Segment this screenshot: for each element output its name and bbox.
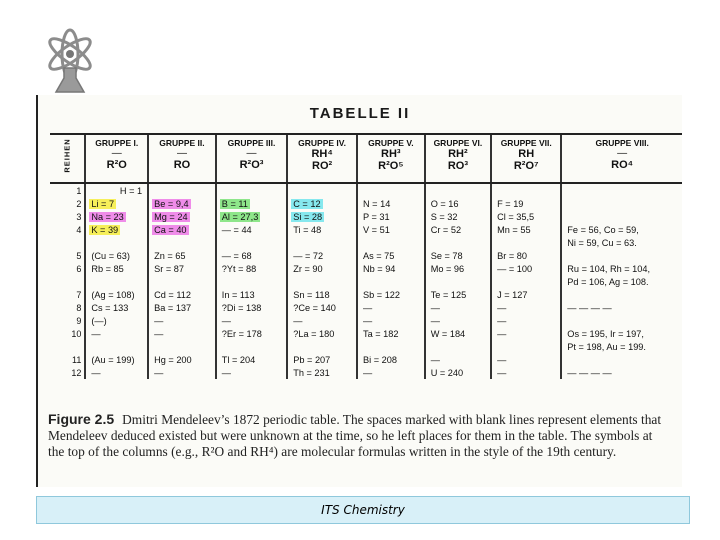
element-entry: — <box>430 302 440 313</box>
element-cell <box>287 183 357 197</box>
element-entry: Cr = 52 <box>430 224 462 235</box>
group-name: GRUPPE IV. <box>298 138 347 148</box>
element-entry: — <box>362 315 373 326</box>
element-cell <box>357 314 425 327</box>
row-number: 7 <box>76 289 82 300</box>
element-cell <box>216 366 287 379</box>
element-cell <box>287 197 357 210</box>
element-entry: — <box>154 367 164 378</box>
element-cell <box>148 327 216 340</box>
element-cell <box>85 223 148 236</box>
element-entry: S = 32 <box>430 211 458 222</box>
element-cell <box>216 249 287 262</box>
group-hydride-formula: RH⁴ <box>311 148 333 160</box>
table-row <box>50 183 682 197</box>
element-entry: — <box>362 302 373 313</box>
element-cell <box>85 301 148 314</box>
element-entry: Pd = 106, Ag = 108. <box>567 276 649 287</box>
element-cell <box>357 183 425 197</box>
group-hydride-formula: RH <box>518 148 535 160</box>
element-entry: — — — — <box>567 302 612 313</box>
group-hydride-formula: — <box>176 148 187 159</box>
element-cell <box>148 183 216 197</box>
element-entry: Sn = 118 <box>293 289 330 300</box>
group-hydride-formula: — <box>617 148 628 159</box>
group-oxide-formula: R²O³ <box>239 159 264 171</box>
element-entry: — <box>91 367 101 378</box>
element-entry: — = 100 <box>497 263 533 274</box>
element-entry: — — — — <box>567 367 612 378</box>
row-number <box>50 236 85 249</box>
element-cell <box>425 236 491 249</box>
group-oxide-formula: RO² <box>312 160 333 172</box>
element-cell <box>357 275 425 288</box>
element-entry: — = 72 <box>293 250 324 261</box>
element-cell <box>561 223 682 236</box>
element-cell <box>561 197 682 210</box>
element-cell <box>357 197 425 210</box>
element-entry: Sr = 87 <box>154 263 184 274</box>
element-cell <box>357 249 425 262</box>
table-row <box>50 197 682 210</box>
element-cell <box>287 353 357 366</box>
element-entry: Sb = 122 <box>362 289 401 300</box>
element-entry: Ca = 40 <box>154 224 187 235</box>
element-cell <box>561 236 682 249</box>
element-entry: As = 75 <box>362 250 395 261</box>
element-entry: Rb = 85 <box>91 263 124 274</box>
element-cell <box>287 301 357 314</box>
group-oxide-formula: R²O⁷ <box>513 160 539 172</box>
group-oxide-formula: RO <box>173 159 191 171</box>
element-cell <box>491 301 561 314</box>
element-entry: — <box>430 315 440 326</box>
element-cell <box>561 301 682 314</box>
row-number: 12 <box>71 367 82 378</box>
element-entry: Te = 125 <box>430 289 467 300</box>
group-oxide-formula: RO⁴ <box>611 159 634 171</box>
table-row <box>50 275 682 288</box>
element-entry: Pb = 207 <box>293 354 331 365</box>
element-entry: Hg = 200 <box>154 354 192 365</box>
element-entry: Cd = 112 <box>154 289 191 300</box>
element-cell <box>425 288 491 301</box>
element-entry: Ru = 104, Rh = 104, <box>567 263 651 274</box>
row-number: 8 <box>76 302 82 313</box>
footer-text: ITS Chemistry <box>321 503 405 517</box>
element-cell <box>425 262 491 275</box>
element-entry: Zn = 65 <box>154 250 186 261</box>
element-entry: F = 19 <box>497 198 524 209</box>
element-entry: ?Di = 138 <box>221 302 262 313</box>
element-cell <box>216 314 287 327</box>
element-cell <box>561 353 682 366</box>
element-cell <box>357 366 425 379</box>
element-cell <box>148 353 216 366</box>
group-hydride-formula: RH³ <box>381 148 401 160</box>
row-number: 5 <box>76 250 82 261</box>
element-cell <box>425 197 491 210</box>
element-cell <box>148 249 216 262</box>
element-entry: Os = 195, Ir = 197, <box>567 328 644 339</box>
element-cell <box>561 183 682 197</box>
element-cell <box>425 314 491 327</box>
group-oxide-formula: R²O <box>106 159 127 171</box>
element-entry: H = 1 <box>119 185 143 196</box>
element-cell <box>425 223 491 236</box>
element-cell <box>148 314 216 327</box>
element-entry: — <box>154 328 164 339</box>
element-cell <box>357 327 425 340</box>
textbook-figure-scan <box>36 95 682 487</box>
element-cell <box>491 249 561 262</box>
element-cell <box>216 236 287 249</box>
atom-flask-icon <box>40 28 100 96</box>
element-entry: Th = 231 <box>293 367 330 378</box>
element-cell <box>491 288 561 301</box>
element-cell <box>561 314 682 327</box>
table-row <box>50 327 682 340</box>
element-entry: Br = 80 <box>497 250 527 261</box>
element-entry: — <box>497 328 507 339</box>
element-cell <box>425 301 491 314</box>
element-entry: Pt = 198, Au = 199. <box>567 341 646 352</box>
element-entry: B = 11 <box>221 198 248 209</box>
element-entry: — <box>497 354 507 365</box>
row-number <box>50 275 85 288</box>
element-cell <box>287 340 357 353</box>
element-cell <box>216 301 287 314</box>
element-entry: Mg = 24 <box>154 211 188 222</box>
table-row <box>50 210 682 223</box>
element-entry: — <box>362 367 373 378</box>
element-cell <box>216 210 287 223</box>
element-entry: (Au = 199) <box>91 354 135 365</box>
table-row <box>50 353 682 366</box>
element-cell <box>85 353 148 366</box>
table-row <box>50 366 682 379</box>
element-entry: Na = 23 <box>91 211 124 222</box>
element-entry: Cl = 35,5 <box>497 211 535 222</box>
element-cell <box>287 288 357 301</box>
element-cell <box>148 223 216 236</box>
footer-banner <box>36 496 690 524</box>
element-entry: P = 31 <box>362 211 390 222</box>
row-number: 6 <box>76 263 82 274</box>
element-cell <box>561 340 682 353</box>
element-cell <box>287 366 357 379</box>
element-entry: — <box>91 328 101 339</box>
element-cell <box>287 262 357 275</box>
table-row <box>50 236 682 249</box>
element-entry: (Ag = 108) <box>91 289 135 300</box>
element-entry: — = 44 <box>221 224 252 235</box>
element-entry: Ba = 137 <box>154 302 192 313</box>
figure-label: Figure 2.5 <box>48 411 115 427</box>
group-header <box>357 134 425 183</box>
group-name: GRUPPE V. <box>368 138 414 148</box>
element-entry: Zr = 90 <box>293 263 323 274</box>
element-cell <box>85 340 148 353</box>
element-cell <box>85 275 148 288</box>
element-entry: — <box>497 302 507 313</box>
group-name: GRUPPE VIII. <box>595 138 649 148</box>
element-cell <box>216 262 287 275</box>
element-cell <box>561 249 682 262</box>
element-cell <box>357 262 425 275</box>
element-entry: W = 184 <box>430 328 466 339</box>
element-cell <box>561 210 682 223</box>
periodic-table <box>50 133 682 379</box>
element-cell <box>357 301 425 314</box>
element-entry: Se = 78 <box>430 250 463 261</box>
element-cell <box>148 262 216 275</box>
element-cell <box>216 223 287 236</box>
element-cell <box>357 223 425 236</box>
table-row <box>50 223 682 236</box>
element-cell <box>287 327 357 340</box>
table-row <box>50 301 682 314</box>
row-number: 11 <box>72 354 82 365</box>
row-number <box>50 340 85 353</box>
group-name: GRUPPE VII. <box>500 138 552 148</box>
element-cell <box>85 262 148 275</box>
reihen-header: REIHEN <box>50 134 85 183</box>
caption-text: Dmitri Mendeleev’s 1872 periodic table. The spaces marked with blank lines represent elements that Mendeleev deduced existed but were unknown at the time, so he left places for them in the table. The symbols at the top of the columns (e.g., R²O and RH⁴) are molecular formulas written in the style of the 19th century. <box>48 412 662 459</box>
element-cell <box>491 366 561 379</box>
element-cell <box>216 353 287 366</box>
element-entry: N = 14 <box>362 198 391 209</box>
element-entry: Si = 28 <box>293 211 323 222</box>
element-cell <box>148 275 216 288</box>
element-entry: Mn = 55 <box>497 224 531 235</box>
element-cell <box>85 249 148 262</box>
element-cell <box>357 353 425 366</box>
element-entry: Be = 9,4 <box>154 198 189 209</box>
table-row <box>50 288 682 301</box>
element-entry: J = 127 <box>497 289 528 300</box>
group-name: GRUPPE VI. <box>433 138 483 148</box>
element-entry: ?La = 180 <box>293 328 335 339</box>
element-entry: — = 68 <box>221 250 252 261</box>
element-entry: ?Er = 178 <box>221 328 262 339</box>
element-cell <box>287 314 357 327</box>
element-cell <box>216 197 287 210</box>
element-cell <box>216 275 287 288</box>
table-row <box>50 262 682 275</box>
element-cell <box>148 236 216 249</box>
element-cell <box>491 327 561 340</box>
group-header <box>85 134 148 183</box>
element-cell <box>287 210 357 223</box>
group-header <box>148 134 216 183</box>
element-cell <box>425 210 491 223</box>
element-cell <box>425 183 491 197</box>
element-entry: — <box>497 315 507 326</box>
element-cell <box>85 197 148 210</box>
element-entry: U = 240 <box>430 367 464 378</box>
group-oxide-formula: R²O⁵ <box>378 160 404 172</box>
group-header <box>287 134 357 183</box>
group-name: GRUPPE I. <box>95 138 139 148</box>
group-header <box>561 134 682 183</box>
element-entry: — <box>154 315 164 326</box>
element-cell <box>148 340 216 353</box>
element-cell <box>491 197 561 210</box>
group-header <box>216 134 287 183</box>
element-entry: Ti = 48 <box>293 224 322 235</box>
element-entry: Li = 7 <box>91 198 115 209</box>
element-cell <box>425 327 491 340</box>
group-hydride-formula: RH² <box>448 148 468 160</box>
element-entry: (Cu = 63) <box>91 250 130 261</box>
element-entry: V = 51 <box>362 224 390 235</box>
element-cell <box>85 314 148 327</box>
element-cell <box>425 340 491 353</box>
element-cell <box>561 327 682 340</box>
element-entry: K = 39 <box>91 224 119 235</box>
element-cell <box>85 183 148 197</box>
row-number: 9 <box>76 315 82 326</box>
element-entry: — <box>293 315 303 326</box>
element-cell <box>216 327 287 340</box>
element-cell <box>357 340 425 353</box>
element-entry: — <box>221 315 231 326</box>
element-cell <box>216 183 287 197</box>
element-cell <box>491 236 561 249</box>
element-cell <box>148 366 216 379</box>
element-cell <box>425 366 491 379</box>
element-cell <box>491 262 561 275</box>
element-cell <box>491 340 561 353</box>
table-title: TABELLE II <box>309 105 411 122</box>
group-name: GRUPPE III. <box>227 138 276 148</box>
element-entry: Al = 27,3 <box>221 211 259 222</box>
element-entry: In = 113 <box>221 289 255 300</box>
table-row <box>50 314 682 327</box>
element-entry: C = 12 <box>293 198 321 209</box>
element-entry: Fe = 56, Co = 59, <box>567 224 639 235</box>
element-cell <box>561 262 682 275</box>
element-cell <box>491 210 561 223</box>
element-entry: ?Yt = 88 <box>221 263 257 274</box>
element-cell <box>287 223 357 236</box>
group-hydride-formula: — <box>111 148 122 159</box>
element-cell <box>148 288 216 301</box>
element-entry: — <box>497 367 507 378</box>
element-cell <box>148 210 216 223</box>
element-entry: — <box>430 354 440 365</box>
table-row <box>50 340 682 353</box>
element-cell <box>85 366 148 379</box>
element-cell <box>425 249 491 262</box>
element-cell <box>216 288 287 301</box>
element-cell <box>357 210 425 223</box>
element-cell <box>491 353 561 366</box>
row-number: 10 <box>71 328 82 339</box>
element-cell <box>425 275 491 288</box>
element-entry: Cs = 133 <box>91 302 129 313</box>
group-header <box>425 134 491 183</box>
element-entry: Nb = 94 <box>362 263 396 274</box>
element-cell <box>148 197 216 210</box>
element-entry: Tl = 204 <box>221 354 256 365</box>
element-cell <box>287 275 357 288</box>
element-cell <box>85 327 148 340</box>
element-cell <box>85 288 148 301</box>
element-cell <box>561 288 682 301</box>
group-oxide-formula: RO³ <box>447 160 468 172</box>
element-cell <box>287 249 357 262</box>
element-entry: O = 16 <box>430 198 459 209</box>
row-number: 3 <box>76 211 82 222</box>
element-cell <box>148 301 216 314</box>
row-number: 4 <box>76 224 82 235</box>
element-cell <box>491 314 561 327</box>
row-number: 2 <box>76 198 82 209</box>
group-header <box>491 134 561 183</box>
element-cell <box>561 366 682 379</box>
element-entry: ?Ce = 140 <box>293 302 336 313</box>
element-cell <box>425 353 491 366</box>
element-entry: Ni = 59, Cu = 63. <box>567 237 637 248</box>
table-row <box>50 249 682 262</box>
element-cell <box>216 340 287 353</box>
group-name: GRUPPE II. <box>159 138 205 148</box>
element-entry: Mo = 96 <box>430 263 465 274</box>
element-entry: Bi = 208 <box>362 354 397 365</box>
element-cell <box>491 275 561 288</box>
figure-caption <box>48 411 668 460</box>
group-hydride-formula: — <box>246 148 257 159</box>
row-number: 1 <box>76 185 82 196</box>
element-cell <box>357 236 425 249</box>
element-entry: Ta = 182 <box>362 328 399 339</box>
element-cell <box>85 210 148 223</box>
element-cell <box>491 223 561 236</box>
element-cell <box>287 236 357 249</box>
element-cell <box>491 183 561 197</box>
element-cell <box>85 236 148 249</box>
element-entry: (—) <box>91 315 107 326</box>
element-cell <box>561 275 682 288</box>
element-entry: — <box>221 367 231 378</box>
element-cell <box>357 288 425 301</box>
